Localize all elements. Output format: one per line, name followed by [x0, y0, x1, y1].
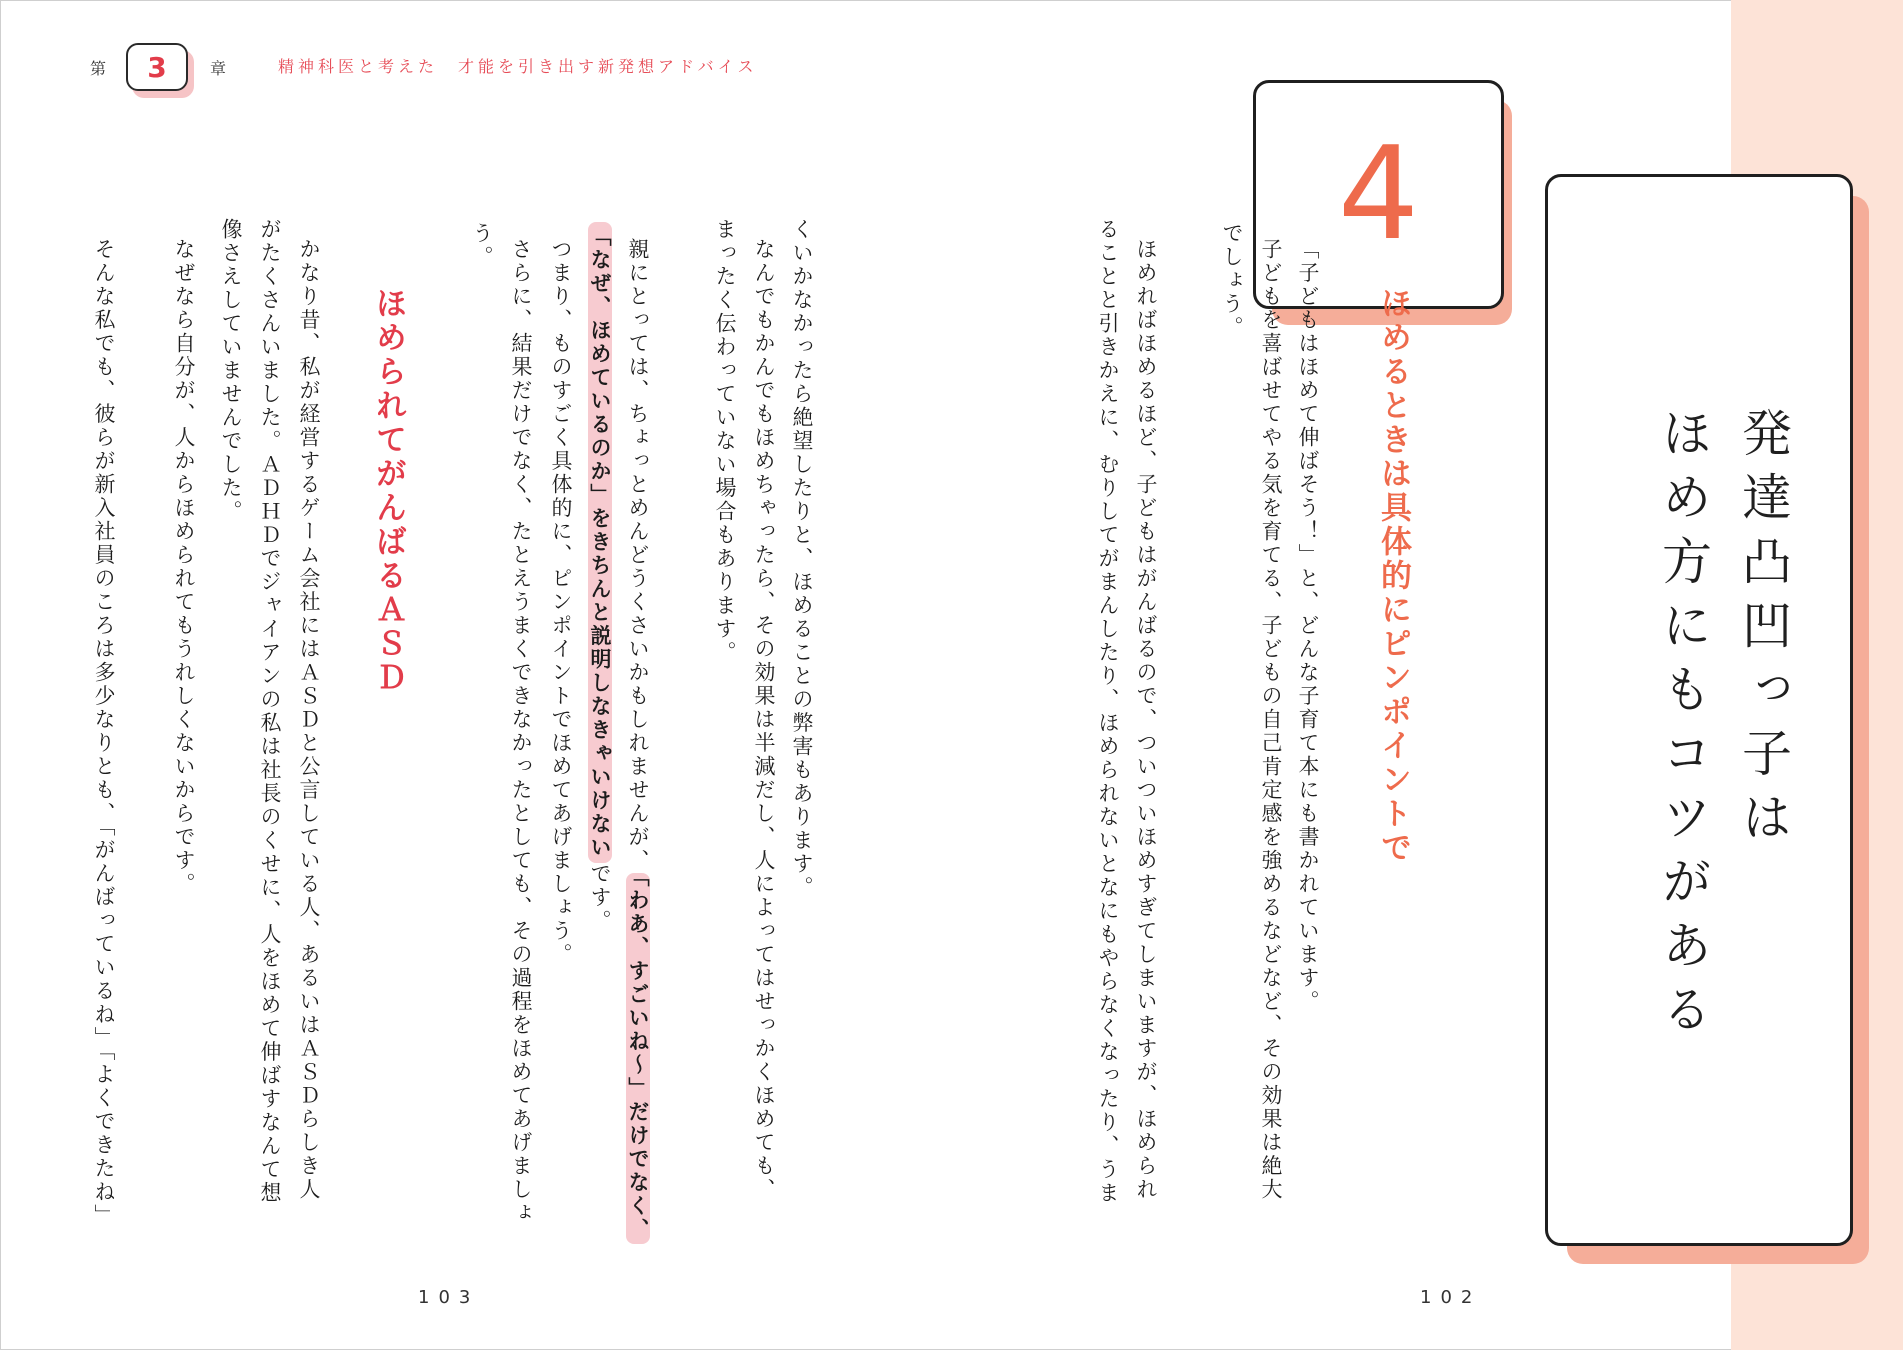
- left-page-line-11: 像さえしていませんでした。: [219, 218, 243, 524]
- highlight-why: 「なぜ、ほめているのか」をきちんと説明しなきゃいけない: [588, 222, 612, 863]
- right-page-heading: ほめるときは具体的にピンポイントで: [1375, 287, 1411, 865]
- running-book-title: 精神科医と考えた 才能を引き出す新発想アドバイス: [278, 57, 758, 76]
- left-page-number: 103: [418, 1287, 480, 1308]
- section-title-line-1: 発達凸凹っ子は: [1734, 407, 1792, 855]
- section-title-box: [1545, 174, 1853, 1246]
- left-page-line-2: なんでもかんでもほめちゃったら、その効果は半減だし、人によってはせっかくほめても、: [752, 238, 776, 1202]
- left-page-line-5: [589, 222, 610, 933]
- left-page-line-8: う。: [470, 222, 494, 269]
- chapter-suffix: 章: [210, 59, 227, 78]
- right-page-line-2: 子どもを喜ばせてやる気を育てる、子どもの自己肯定感を強めるなどなど、その効果は絶大: [1259, 238, 1283, 1202]
- left-page-line-12: なぜなら自分が、人からほめられてもうれしくないからです。: [172, 238, 196, 896]
- left-page-line-4-text: 親にとっては、ちょっとめんどうくさいかもしれませんが、: [626, 238, 650, 873]
- section-number-box: [1253, 80, 1504, 309]
- left-page-line-4: [627, 238, 648, 1244]
- left-page-line-5-text: です。: [588, 862, 612, 933]
- chapter-prefix: 第: [90, 59, 107, 78]
- section-number: 4: [1337, 119, 1420, 269]
- right-page-line-3: でしょう。: [1220, 222, 1244, 340]
- right-page-line-5: ることと引きかえに、むりしてがまんしたり、ほめられないとなにもやらなくなったり、うま: [1096, 218, 1120, 1205]
- highlight-wow: 「わあ、すごいね～」だけでなく、: [626, 873, 650, 1245]
- left-page-line-13: そんな私でも、彼らが新入社員のころは多少なりとも、「がんばっているね」「よくできたね」: [92, 238, 116, 1228]
- left-page-line-7: さらに、結果だけでなく、たとえうまくできなかったとしても、その過程をほめてあげましょ: [509, 238, 533, 1225]
- right-page-line-1: 「子どもはほめて伸ばそう！」と、どんな子育て本にも書かれています。: [1296, 238, 1320, 1014]
- section-title-line-2: ほめ方にもコツがある: [1654, 407, 1712, 1047]
- chapter-badge: [126, 43, 188, 91]
- left-page-line-3: まったく伝わっていない場合もあります。: [713, 218, 737, 665]
- left-page-line-6: つまり、ものすごく具体的に、ピンポイントでほめてあげましょう。: [549, 238, 573, 967]
- left-page-line-10: がたくさんいました。ＡＤＨＤでジャイアンの私は社長のくせに、人をほめて伸ばすなんて想: [258, 218, 282, 1205]
- left-page-line-1: くいかなかったら絶望したりと、ほめることの弊害もあります。: [790, 218, 814, 900]
- left-page-heading: ほめられてがんばるＡＳＤ: [370, 287, 406, 695]
- right-page-line-4: ほめればほめるほど、子どもはがんばるので、ついついほめすぎてしまいますが、ほめられ: [1134, 238, 1158, 1202]
- right-page-number: 102: [1420, 1287, 1482, 1308]
- chapter-number: 3: [147, 50, 167, 84]
- left-page-line-9: かなり昔、私が経営するゲーム会社にはＡＳＤと公言している人、あるいはＡＳＤらしき人: [297, 238, 321, 1202]
